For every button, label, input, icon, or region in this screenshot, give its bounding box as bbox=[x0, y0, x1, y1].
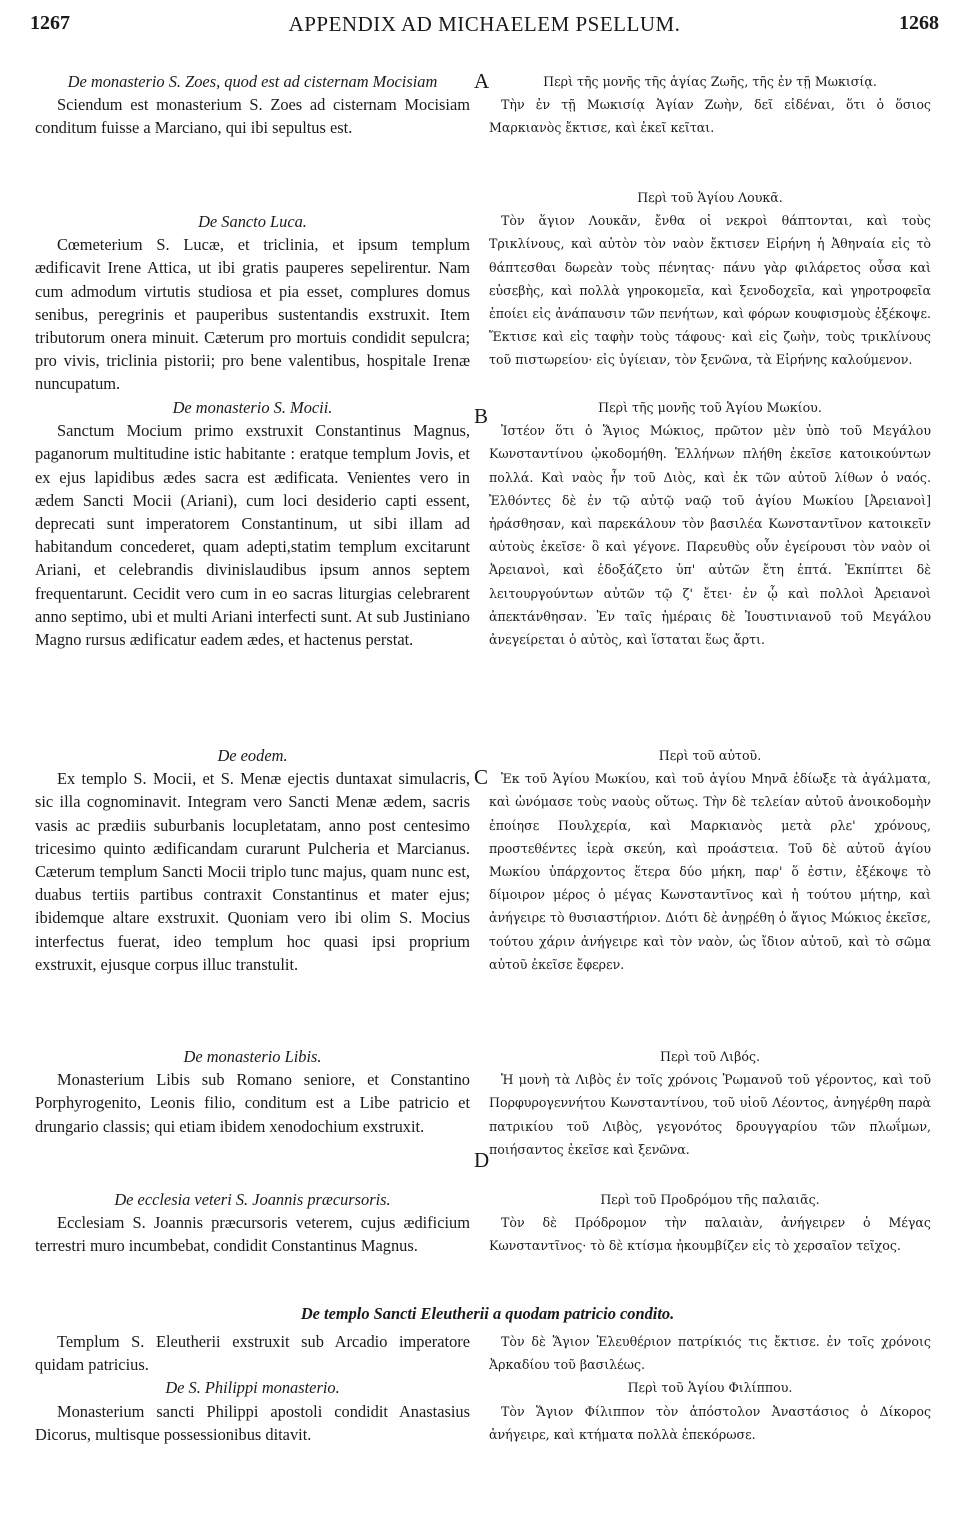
section-heading: De Sancto Luca. bbox=[198, 212, 307, 231]
section-text: Τὸν δὲ Ἅγιον Ἐλευθέριον πατρίκιός τις ἔκτισε. ἐν τοῖς χρόνοις Ἀρκαδίου τοῦ βασιλέως. bbox=[489, 1334, 931, 1373]
section-text: Monasterium sancti Philippi apostoli condidit Anastasius Dicorus, multisque possessionibus ditavit. bbox=[35, 1401, 470, 1444]
section-text: Ex templo S. Mocii, et S. Menæ ejectis duntaxat simulacris, sic illa cognominavit. Integram vero Sancti Menæ ædem, sacris vasis ac prædiis suburbanis locupletatam, anno post centesimo tricesimo quinto ædificandam curarunt Pulcheria et Marcianus. Cæterum templum Sancti Mocii triplo tunc majus, quam nunc est, duabus tertiis partibus contraxit Constantinus et mater ejus; ibidemque altare exstruxit. Quoniam vero ibi olim S. Mocius interfectus fuerat, ideo templum hoc quasi ipsi proprium exstruxit, ejusque corpus illuc transtulit. bbox=[35, 769, 470, 974]
section-text: Templum S. Eleutherii exstruxit sub Arcadio imperatore quidam patricius. bbox=[35, 1332, 470, 1375]
section-mocii-latin bbox=[35, 396, 470, 651]
section-heading: Περὶ τοῦ Ἁγίου Φιλίππου. bbox=[627, 1380, 793, 1396]
full-width-heading: De templo Sancti Eleutherii a quodam patricio condito. bbox=[300, 1304, 675, 1323]
section-heading: De ecclesia veteri S. Joannis præcursoris. bbox=[114, 1190, 391, 1209]
margin-letter-b: B bbox=[474, 404, 489, 428]
section-zoes-greek bbox=[489, 70, 931, 140]
section-eleutherii-latin bbox=[35, 1330, 470, 1446]
section-joannis-latin bbox=[35, 1188, 470, 1258]
section-heading: Περὶ τῆς μονῆς τῆς ἁγίας Ζωῆς, τῆς ἐν τῇ Μωκισίᾳ. bbox=[543, 74, 877, 89]
section-zoes-latin bbox=[35, 70, 470, 140]
page-header bbox=[30, 12, 939, 42]
section-text: Ἐκ τοῦ Ἁγίου Μωκίου, καὶ τοῦ ἁγίου Μηνᾶ ἐδίωξε τὰ ἀγάλματα, καὶ ὠνόμασε τοὺς ναοὺς οὕτως. Τὴν δὲ τελείαν αὐτοῦ ἀνοικοδομὴν ἐποίησε Πουλχερία, καὶ Μαρκιανὸς μετὰ ρλε' χρόνους, προστεθέντες ἱερὰ σκεύη, καὶ προάστεια. Τοῦ δὲ αὐτοῦ ἁγίου Μωκίου ὑπάρχοντος ἕτερα δύο μήκη, παρ' ὅ ἐστιν, ἐξέκοψε τὸ δίμοιρον μέρος ὁ μέγας Κωνσταντῖνος καὶ ἡ τούτου μήτηρ, καὶ ἀνήγειρε τὸ θυσιαστήριον. Διότι δὲ ἀνῃρέθη ὁ ἅγιος Μώκιος ἐκεῖσε, τούτου χάριν ἀνήγειρε καὶ τὸν ναὸν, ὡς ἴδιον αὐτοῦ, καὶ τὸ σῶμα αὐτοῦ ἐκεῖσε ἔφερεν. bbox=[489, 771, 931, 972]
section-heading: Περὶ τοῦ αὐτοῦ. bbox=[658, 748, 762, 763]
section-heading: De monasterio S. Mocii. bbox=[172, 398, 333, 417]
section-eodem-greek bbox=[489, 744, 931, 976]
section-heading: De S. Philippi monasterio. bbox=[165, 1378, 340, 1398]
section-eodem-latin bbox=[35, 744, 470, 976]
section-heading: De monasterio Libis. bbox=[183, 1047, 322, 1066]
margin-letter-a: A bbox=[474, 69, 490, 93]
section-text: Sanctum Mocium primo exstruxit Constantinus Magnus, paganorum multitudine istic habitante : eratque templum Jovis, et ex ejus lapidibus ædes sacra est ædificata. Venientes vero in ædem Sancti Mocii (Ariani), cum loci desiderio capti essent, deprecati sunt imperatorem Constantinum, ut sibi illam ad habitandum concederet, quam adepti,statim templum excitarunt Ariani, et celebrandis divinislaudibus ipsum annos septem frequentarunt. Cecidit vero cum in eo sacras liturgias celebrarent anno septimo, ubi et multi Ariani interfecti sunt. At sub Justiniano Magno rursus ædificatur eadem ædes, et hactenus perstat. bbox=[35, 421, 470, 650]
page-number-left: 1267 bbox=[30, 12, 70, 34]
section-text: Sciendum est monasterium S. Zoes ad cisternam Mocisiam conditum fuisse a Marciano, qui ibi sepultus est. bbox=[35, 95, 470, 138]
margin-letter-c: C bbox=[474, 765, 489, 789]
section-text: Τὸν ἅγιον Λουκᾶν, ἔνθα οἱ νεκροὶ θάπτονται, καὶ τοὺς Τρικλίνους, καὶ αὐτὸν τὸν ναὸν ἔκτισεν Εἰρήνη ἡ Ἀθηναία εἰς τὸ θάπτεσθαι δωρεὰν τοὺς πένητας· πάνυ γὰρ φιλάρετος οὖσα καὶ εὐσεβὴς, καὶ πολλὰ γηροκομεῖα, καὶ ξενοδοχεῖα, καὶ γηροτροφεῖα ἐποίει εἰς ἀνάπαυσιν τῶν πενήτων, καὶ φόρων κουφισμοὺς ἐξέκοψε. Ἔκτισε καὶ εἰς ταφὴν τοὺς τάφους· καὶ εἰς ζωὴν, τοὺς τρικλίνους τοῦ πιστωρείου· εἰς ὑγίειαν, τὸν ξενῶνα, τὰ Εἰρήνης καλούμενον. bbox=[489, 213, 931, 368]
section-text: Monasterium Libis sub Romano seniore, et Constantino Porphyrogenito, Leonis filio, conditum est a Libe patricio et drungario classis; qui etiam ibidem xenodochium exstruxit. bbox=[35, 1070, 470, 1136]
page-number-right: 1268 bbox=[899, 12, 939, 34]
section-text: Ἡ μονὴ τὰ Λιβὸς ἐν τοῖς χρόνοις Ῥωμανοῦ τοῦ γέροντος, καὶ τοῦ Πορφυρογεννήτου Κωνσταντίνου, τοῦ υἱοῦ Λέοντος, ἀνηγέρθη παρὰ πατρικίου τοῦ Λιβὸς, γεγονότος δρουγγαρίου τῶν πλωΐμων, ποιήσαντος ἐκεῖσε καὶ ξενῶνα. bbox=[489, 1072, 931, 1157]
section-text: Ἰστέον ὅτι ὁ Ἅγιος Μώκιος, πρῶτον μὲν ὑπὸ τοῦ Μεγάλου Κωνσταντίνου ᾠκοδομήθη. Ἑλλήνων πλήθη ἐκεῖσε κατοικούντων πολλά. Καὶ ναὸς ἦν τοῦ Διὸς, καὶ ἐκ τῶν αὐτοῦ λίθων ὁ ναός. Ἐλθόντες δὲ ἐν τῷ αὐτῷ ναῷ τοῦ ἁγίου Μωκίου [Ἀρειανοὶ] ἠράσθησαν, καὶ παρεκάλουν τὸν βασιλέα Κωνσταντῖνον κατοικεῖν αὐτοὺς ἐκεῖσε· ὃ καὶ γέγονε. Παρευθὺς οὖν ἐγείρουσι τὸν ναὸν οἱ Ἀρειανοὶ, καὶ ἐδοξάζετο ὑπ' αὐτῶν ἔτη ἑπτά. Ἐκπίπτει δὲ λειτουργούντων αὐτῶν τῷ ζ' ἔτει· ἐν ᾧ καὶ πολλοὶ Ἀρειανοὶ ἀπεκτάνθησαν. Ἐν ταῖς ἡμέραις δὲ Ἰουστινιανοῦ τοῦ Μεγάλου ἀνεγείρεται ὁ αὐτὸς, καὶ ἵσταται ἕως ἄρτι. bbox=[489, 423, 931, 648]
section-heading: Περὶ τοῦ Λιβός. bbox=[659, 1049, 760, 1064]
section-heading: Περὶ τοῦ Ἁγίου Λουκᾶ. bbox=[637, 190, 783, 205]
running-title: APPENDIX AD MICHAELEM PSELLUM. bbox=[288, 12, 681, 36]
section-luca-latin bbox=[35, 210, 470, 396]
section-heading: De eodem. bbox=[217, 746, 288, 765]
section-heading: De monasterio S. Zoes, quod est ad cisternam Mocisiam bbox=[67, 72, 438, 91]
section-libis-latin bbox=[35, 1045, 470, 1138]
section-text: Τὸν Ἅγιον Φίλιππον τὸν ἀπόστολον Ἀναστάσιος ὁ Δίκορος ἀνήγειρε, καὶ κτήματα πολλὰ ἐπεκόρωσε. bbox=[489, 1403, 931, 1442]
section-text: Ecclesiam S. Joannis præcursoris veterem, cujus ædificium terrestri muro incumbebat, condidit Constantinus Magnus. bbox=[35, 1213, 470, 1256]
section-heading: Περὶ τῆς μονῆς τοῦ Ἁγίου Μωκίου. bbox=[598, 400, 822, 415]
margin-letter-d: D bbox=[474, 1148, 490, 1172]
section-text: Cœmeterium S. Lucæ, et triclinia, et ipsum templum ædificavit Irene Attica, ut ibi gratis pauperes sepelirentur. Nam cum admodum virtutis studiosa et pia esset, complures domus senibus, peregrinis et pauperibus sustentandis exstruxit. Item tributorum onera minuit. Cæterum pro mortuis condidit sepulcra; pro vivis, triclinia pistorii; pro bene valentibus, hospitale Irenæ nuncupatum. bbox=[35, 235, 470, 394]
section-heading: Περὶ τοῦ Προδρόμου τῆς παλαιᾶς. bbox=[600, 1192, 820, 1207]
section-libis-greek bbox=[489, 1045, 931, 1161]
section-text: Τὴν ἐν τῇ Μωκισίᾳ Ἁγίαν Ζωὴν, δεῖ εἰδέναι, ὅτι ὁ ὅσιος Μαρκιανὸς ἔκτισε, καὶ ἐκεῖ κεῖται. bbox=[489, 97, 931, 136]
section-luca-greek bbox=[489, 186, 931, 372]
section-mocii-greek bbox=[489, 396, 931, 651]
section-prodromou-greek bbox=[489, 1188, 931, 1258]
section-text: Τὸν δὲ Πρόδρομον τὴν παλαιὰν, ἀνήγειρεν ὁ Μέγας Κωνσταντῖνος· τὸ δὲ κτίσμα ἠκουμβίζεν εἰς τὸ χερσαῖον τεῖχος. bbox=[489, 1215, 931, 1254]
section-eleutherii-greek bbox=[489, 1330, 931, 1446]
